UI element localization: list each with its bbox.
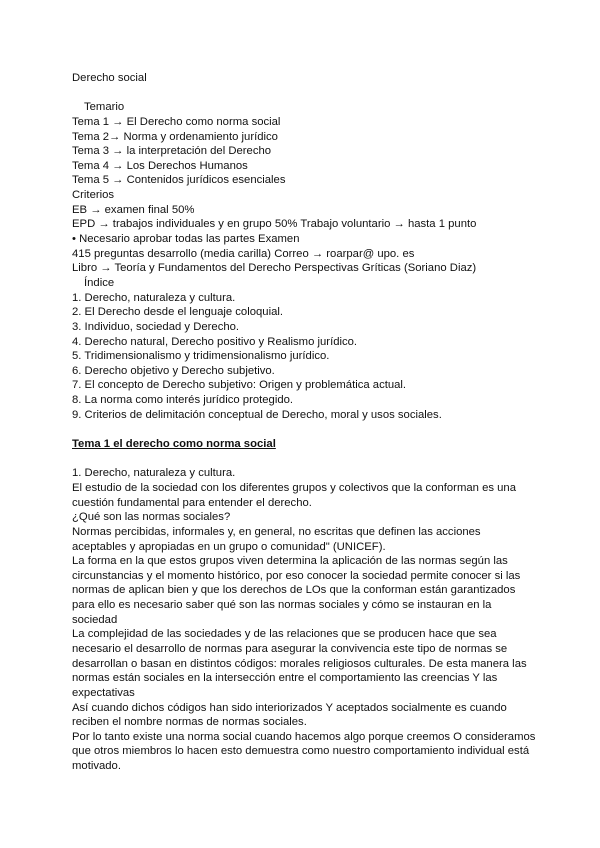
- paragraph-line: desarrollan o basan en distintos códigos: morales religiosos culturales. De esta manera las: [72, 657, 527, 670]
- criterios-line: • Necesario aprobar todas las partes Examen: [72, 233, 300, 246]
- criterios-line: EPD → trabajos individuales y en grupo 50% Trabajo voluntario → hasta 1 punto: [72, 218, 477, 231]
- document-title: Derecho social: [72, 72, 147, 84]
- paragraph-line: para ello es necesario saber qué son las normas sociales y cómo se instauran en la: [72, 599, 492, 612]
- paragraph-line: que otros miembros lo hacen esto demuestra como nuestro comportamiento individual está: [72, 745, 530, 758]
- criterios-line: 415 preguntas desarrollo (media carilla) Correo → roarpar@ upo. es: [72, 247, 415, 260]
- temario-item: Tema 2→ Norma y ordenamiento jurídico: [72, 130, 278, 143]
- tema1-heading: Tema 1 el derecho como norma social: [72, 438, 276, 451]
- paragraph-line: expectativas: [72, 686, 135, 699]
- temario-item: Tema 3 → la interpretación del Derecho: [72, 145, 272, 158]
- indice-list: [72, 291, 535, 423]
- paragraph-line: sociedad: [72, 613, 118, 626]
- paragraph-line: normas están sociales en la intersección entre el comportamiento las creencias Y las: [72, 672, 498, 685]
- paragraph-line: La complejidad de las sociedades y de las relaciones que se producen hace que sea: [72, 628, 497, 641]
- paragraph-line: La forma en la que estos grupos viven determina la aplicación de las normas según las: [72, 555, 508, 568]
- indice-item: 9. Criterios de delimitación conceptual de Derecho, moral y usos sociales.: [72, 408, 442, 421]
- temario-item: Tema 5 → Contenidos jurídicos esenciales: [72, 174, 286, 187]
- temario-list: [72, 115, 535, 188]
- paragraph-line: cuestión fundamental para entender el derecho.: [72, 496, 312, 509]
- indice-item: 5. Tridimensionalismo y tridimensionalismo jurídico.: [72, 350, 330, 363]
- indice-item: 4. Derecho natural, Derecho positivo y Realismo jurídico.: [72, 335, 358, 348]
- temario-item: Tema 1 → El Derecho como norma social: [72, 115, 281, 128]
- indice-item: 3. Individuo, sociedad y Derecho.: [72, 320, 240, 333]
- paragraph-line: 1. Derecho, naturaleza y cultura.: [72, 467, 236, 480]
- indice-item: 6. Derecho objetivo y Derecho subjetivo.: [72, 364, 275, 377]
- paragraph-line: El estudio de la sociedad con los diferentes grupos y colectivos que la conforman es una: [72, 481, 516, 494]
- indice-item: 8. La norma como interés jurídico protegido.: [72, 394, 294, 407]
- paragraph-line: Así cuando dichos códigos han sido interiorizados Y aceptados socialmente es cuando: [72, 701, 507, 714]
- paragraph-line: reciben el nombre normas de normas sociales.: [72, 716, 307, 729]
- temario-item: Tema 4 → Los Derechos Humanos: [72, 159, 248, 172]
- paragraph-line: ¿Qué son las normas sociales?: [72, 511, 231, 524]
- indice-item: 1. Derecho, naturaleza y cultura.: [72, 291, 236, 304]
- paragraph-line: motivado.: [72, 760, 121, 773]
- temario-heading: Temario: [84, 101, 125, 114]
- criterios-list: [72, 203, 535, 276]
- paragraph-line: Por lo tanto existe una norma social cuando hacemos algo porque creemos O consideramos: [72, 730, 536, 743]
- document-page: [72, 71, 535, 774]
- paragraph-line: normas de aplican bien y que los derechos de LOs que la conforman están garantizados: [72, 584, 516, 597]
- paragraph-line: circunstancias y el momento histórico, por eso conocer la sociedad permite conocer si las: [72, 569, 521, 582]
- indice-item: 7. El concepto de Derecho subjetivo: Origen y problemática actual.: [72, 379, 407, 392]
- paragraph-line: necesario el desarrollo de normas para asegurar la convivencia este tipo de normas se: [72, 642, 508, 655]
- paragraph-line: aceptables y apropiadas en un grupo o comunidad" (UNICEF).: [72, 540, 386, 553]
- paragraph-line: Normas percibidas, informales y, en general, no escritas que definen las acciones: [72, 525, 481, 538]
- criterios-heading: Criterios: [72, 189, 115, 202]
- criterios-line: Libro → Teoría y Fundamentos del Derecho Perspectivas Gríticas (Soriano Diaz): [72, 262, 477, 275]
- tema1-body: [72, 466, 535, 773]
- indice-item: 2. El Derecho desde el lenguaje coloquial.: [72, 306, 284, 319]
- indice-heading: Índice: [84, 276, 115, 289]
- criterios-line: EB → examen final 50%: [72, 203, 195, 216]
